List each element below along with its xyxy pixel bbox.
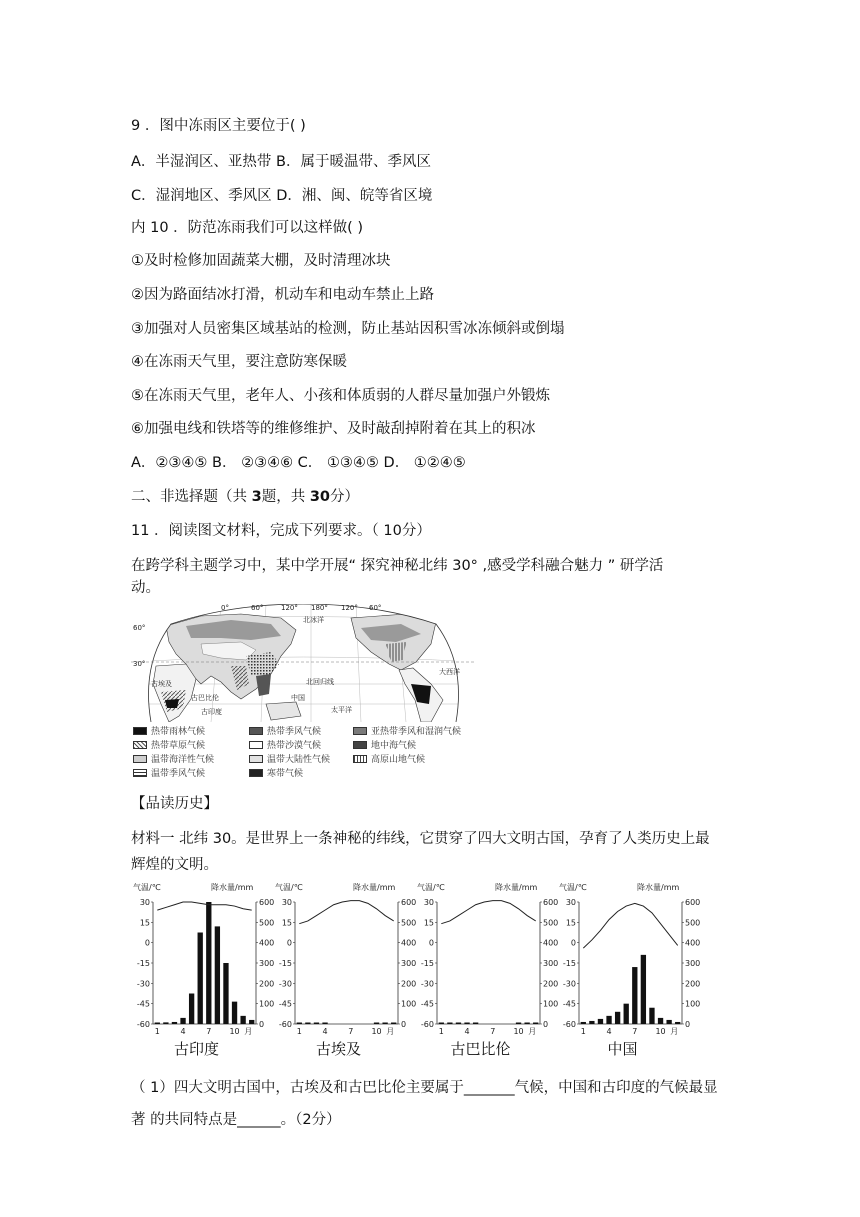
temperature-line (299, 901, 393, 924)
chart-x-unit: 月 (386, 1027, 395, 1036)
chart-ylabel-left: 气温/℃ (417, 883, 445, 892)
chart-tick-label-precip: 300 (401, 959, 417, 968)
chart-ylabel-right: 降水量/mm (353, 883, 396, 892)
legend-swatch (249, 741, 263, 749)
legend-swatch (249, 727, 263, 735)
q9-options-ab: A．半湿润区、亚热带 B．属于暖温带、季风区 (131, 154, 431, 170)
chart-tick-label-temp: -45 (278, 999, 292, 1009)
chart-tick-label-month: 4 (606, 1027, 612, 1036)
chart-tick-label-precip: 500 (543, 918, 559, 928)
chart-tick-label-temp: -30 (420, 979, 434, 989)
chart-tick-label-temp: -45 (562, 999, 576, 1009)
chart-tick-label-month: 10 (371, 1027, 382, 1036)
precip-bar (163, 1022, 168, 1024)
chart-x-unit: 月 (670, 1027, 679, 1036)
precip-bar (606, 1016, 611, 1024)
legend-swatch (133, 727, 147, 735)
legend-swatch (133, 755, 147, 763)
chart-tick-label-precip: 500 (685, 918, 701, 928)
section-2-heading (131, 487, 359, 507)
material-1-line-2: 辉煌的文明。 (131, 857, 218, 873)
chart-tick-label-precip: 200 (259, 979, 275, 989)
chart-tick-label-temp: -30 (136, 979, 150, 989)
legend-label: 热带沙漠气候 (267, 741, 322, 751)
precip-bar (641, 955, 646, 1024)
q10-item-5: ⑤在冻雨天气里，老年人、小孩和体质弱的人群尽量加强户外锻炼 (131, 388, 550, 404)
chart-tick-label-temp: 30 (281, 898, 292, 907)
chart-tick-label-precip: 300 (543, 959, 559, 968)
chart-tick-label-precip: 0 (401, 1020, 407, 1029)
section-2-pre: 二、非选择题（共 (131, 489, 252, 505)
chart-tick-label-month: 4 (322, 1027, 328, 1036)
chart-tick-label-month: 7 (632, 1027, 638, 1036)
precip-bar (206, 902, 211, 1024)
precip-bar (464, 1023, 469, 1025)
chart-tick-label-month: 7 (348, 1027, 354, 1036)
q10-item-4: ④在冻雨天气里，要注意防寒保暖 (131, 354, 347, 370)
map-place-label: 中国 (291, 694, 305, 702)
precip-bar (632, 967, 637, 1024)
map-place-label: 古巴比伦 (191, 694, 219, 702)
chart-tick-label-precip: 600 (259, 898, 275, 907)
q11-intro-line-1: 在跨学科主题学习中，某中学开展“ 探究神秘北纬 30° ,感受学科融合魅力 ” 研学活 (131, 558, 664, 574)
chart-ylabel-left: 气温/℃ (275, 883, 303, 892)
precip-bar (447, 1023, 452, 1025)
chart-tick-label-month: 10 (655, 1027, 666, 1036)
precip-bar (598, 1019, 603, 1024)
chart-tick-label-precip: 400 (543, 938, 559, 948)
chart-tick-label-precip: 0 (685, 1020, 691, 1029)
precip-bar (533, 1023, 538, 1025)
chart-tick-label-precip: 500 (259, 918, 275, 928)
chart-ylabel-right: 降水量/mm (495, 883, 538, 892)
precip-bar (232, 1002, 237, 1024)
map-lon-label: 60° (369, 604, 382, 612)
q11-stem: 11 ．阅读图文材料，完成下列要求。（ 10分） (131, 523, 431, 539)
precip-bar (615, 1012, 620, 1024)
legend-item (353, 752, 425, 765)
precip-bar (172, 1022, 177, 1024)
legend-label: 热带季风气候 (267, 727, 322, 737)
precip-bar (456, 1023, 461, 1025)
chart-tick-label-precip: 600 (401, 898, 417, 907)
precip-bar (473, 1023, 478, 1025)
chart-tick-label-precip: 100 (543, 999, 559, 1009)
chart-tick-label-precip: 600 (685, 898, 701, 907)
chart-tick-label-temp: -15 (136, 959, 150, 968)
chart-tick-label-temp: 30 (423, 898, 434, 907)
precip-bar (675, 1022, 680, 1024)
q10-item-1: ①及时检修加固蔬菜大棚，及时清理冰块 (131, 253, 391, 269)
legend-swatch (133, 769, 147, 777)
section-2-score: 30 (309, 489, 330, 505)
precip-bar (322, 1023, 327, 1025)
map-lon-label: 120° (341, 604, 358, 612)
chart-tick-label-precip: 400 (401, 938, 417, 948)
climate-charts (131, 882, 701, 1062)
map-place-label: 北冰洋 (303, 616, 324, 624)
chart-tick-label-temp: -15 (420, 959, 434, 968)
map-place-label: 古印度 (201, 708, 222, 716)
map-lon-label: 60° (251, 604, 264, 612)
chart-tick-label-temp: -15 (278, 959, 292, 968)
legend-label: 地中海气候 (371, 741, 417, 751)
legend-label: 寒带气候 (267, 769, 304, 779)
chart-tick-label-month: 1 (580, 1027, 586, 1036)
chart-ylabel-left: 气温/℃ (133, 883, 161, 892)
chart-title: 古巴比伦 (450, 1040, 511, 1058)
chart-tick-label-precip: 300 (259, 959, 275, 968)
chart-tick-label-temp: 15 (565, 918, 576, 928)
precip-bar (382, 1023, 387, 1025)
legend-label: 温带大陆性气候 (267, 755, 331, 765)
q9-stem: 9 ．图中冻雨区主要位于( ) (131, 118, 306, 134)
chart-tick-label-temp: 0 (144, 938, 150, 948)
section-2-mid: 题，共 (261, 489, 310, 505)
world-climate-map (131, 604, 476, 722)
legend-swatch (353, 741, 367, 749)
chart-title: 古印度 (173, 1040, 220, 1058)
section-2-count: 3 (251, 489, 262, 505)
chart-tick-label-precip: 0 (543, 1020, 549, 1029)
chart-tick-label-temp: 0 (570, 938, 576, 948)
map-place-label: 大西洋 (439, 668, 460, 676)
chart-title: 中国 (607, 1040, 638, 1058)
map-lon-label: 0° (221, 604, 229, 612)
section-heading-history: 【品读历史】 (131, 796, 218, 812)
precip-bar (305, 1023, 310, 1025)
precip-bar (374, 1023, 379, 1025)
chart-x-unit: 月 (528, 1027, 537, 1036)
legend-swatch (249, 769, 263, 777)
chart-tick-label-precip: 300 (685, 959, 701, 968)
precip-bar (649, 1008, 654, 1024)
precip-bar (589, 1021, 594, 1024)
chart-tick-label-temp: 15 (281, 918, 292, 928)
precip-bar (180, 1018, 185, 1024)
map-place-label: 北回归线 (306, 678, 334, 686)
chart-tick-label-precip: 0 (259, 1020, 265, 1029)
legend-swatch (133, 741, 147, 749)
precip-bar (581, 1022, 586, 1024)
chart-ylabel-right: 降水量/mm (637, 883, 680, 892)
chart-tick-label-temp: -60 (420, 1020, 434, 1029)
chart-tick-label-temp: -60 (136, 1020, 150, 1029)
chart-tick-label-precip: 200 (685, 979, 701, 989)
chart-tick-label-temp: -60 (278, 1020, 292, 1029)
chart-tick-label-temp: 15 (139, 918, 150, 928)
legend-label: 热带雨林气候 (151, 727, 206, 737)
temperature-line (441, 901, 535, 924)
sub-question-1-line-1: （ 1）四大文明古国中，古埃及和古巴比伦主要属于_______气候，中国和古印度的气候最显 (131, 1080, 718, 1096)
precip-bar (439, 1023, 444, 1025)
chart-tick-label-precip: 400 (685, 938, 701, 948)
chart-tick-label-precip: 100 (685, 999, 701, 1009)
chart-tick-label-temp: 30 (139, 898, 150, 907)
chart-tick-label-temp: -15 (562, 959, 576, 968)
precip-bar (666, 1020, 671, 1024)
chart-ylabel-left: 气温/℃ (559, 883, 587, 892)
legend-item (133, 738, 205, 751)
legend-item (249, 738, 321, 751)
chart-tick-label-month: 1 (296, 1027, 302, 1036)
chart-tick-label-precip: 200 (401, 979, 417, 989)
chart-tick-label-temp: -45 (136, 999, 150, 1009)
precip-bar (249, 1020, 254, 1024)
legend-item (353, 724, 461, 737)
chart-tick-label-precip: 500 (401, 918, 417, 928)
precip-bar (516, 1023, 521, 1025)
chart-title: 古埃及 (315, 1040, 362, 1058)
chart-tick-label-month: 4 (464, 1027, 470, 1036)
chart-x-unit: 月 (244, 1027, 253, 1036)
chart-tick-label-temp: -45 (420, 999, 434, 1009)
section-2-post: 分） (330, 489, 359, 505)
q10-item-3: ③加强对人员密集区域基站的检测，防止基站因积雪冰冻倾斜或倒塌 (131, 321, 565, 337)
chart-tick-label-precip: 600 (543, 898, 559, 907)
chart-tick-label-month: 10 (229, 1027, 240, 1036)
chart-tick-label-month: 1 (154, 1027, 160, 1036)
q11-intro-line-2: 动。 (131, 580, 160, 596)
legend-label: 热带草原气候 (151, 741, 206, 751)
precip-bar (297, 1023, 302, 1025)
legend-swatch (353, 755, 367, 763)
legend-swatch (249, 755, 263, 763)
legend-swatch (353, 727, 367, 735)
precip-bar (624, 1004, 629, 1024)
q10-item-6: ⑥加强电线和铁塔等的维修维护、及时敲刮掉附着在其上的积冰 (131, 421, 536, 437)
chart-tick-label-month: 4 (180, 1027, 186, 1036)
chart-tick-label-temp: -30 (278, 979, 292, 989)
precip-bar (391, 1023, 396, 1025)
precip-bar (240, 1016, 245, 1024)
map-place-label: 古埃及 (151, 680, 172, 688)
chart-tick-label-temp: -30 (562, 979, 576, 989)
map-lat-label: 60° (133, 624, 146, 632)
legend-item (133, 752, 214, 765)
map-legend (131, 724, 476, 780)
chart-tick-label-month: 1 (438, 1027, 444, 1036)
chart-tick-label-month: 7 (206, 1027, 212, 1036)
q9-options-cd: C．湿润地区、季风区 D．湘、闽、皖等省区境 (131, 188, 433, 204)
precip-bar (314, 1023, 319, 1025)
legend-label: 高原山地气候 (371, 755, 426, 765)
precip-bar (658, 1018, 663, 1024)
precip-bar (155, 1023, 160, 1025)
precip-bar (215, 926, 220, 1024)
legend-item (133, 766, 205, 779)
chart-tick-label-temp: -60 (562, 1020, 576, 1029)
sub-question-1-line-2: 著 的共同特点是______。（2分） (131, 1112, 341, 1128)
temperature-line (157, 902, 251, 910)
q10-item-2: ②因为路面结冰打滑，机动车和电动车禁止上路 (131, 287, 434, 303)
chart-tick-label-temp: 30 (565, 898, 576, 907)
temperature-line (583, 903, 677, 948)
precip-bar (189, 994, 194, 1025)
map-lon-label: 120° (281, 604, 298, 612)
chart-ylabel-right: 降水量/mm (211, 883, 254, 892)
map-lon-label: 180° (311, 604, 328, 612)
map-place-label: 太平洋 (331, 706, 352, 714)
chart-tick-label-month: 10 (513, 1027, 524, 1036)
legend-item (249, 752, 330, 765)
q10-options: A．②③④⑤ B． ②③④⑥ C． ①③④⑤ D． ①②④⑤ (131, 455, 466, 471)
precip-bar (223, 963, 228, 1024)
legend-item (133, 724, 205, 737)
chart-tick-label-temp: 0 (428, 938, 434, 948)
legend-label: 温带海洋性气候 (151, 755, 215, 765)
precip-bar (524, 1023, 529, 1025)
map-lat-label: 30° (133, 660, 146, 668)
chart-tick-label-precip: 200 (543, 979, 559, 989)
chart-tick-label-precip: 100 (259, 999, 275, 1009)
chart-tick-label-precip: 100 (401, 999, 417, 1009)
legend-item (249, 766, 303, 779)
legend-label: 亚热带季风和湿润气候 (371, 727, 462, 737)
legend-item (249, 724, 321, 737)
chart-tick-label-temp: 0 (286, 938, 292, 948)
chart-tick-label-month: 7 (490, 1027, 496, 1036)
material-1-line-1: 材料一 北纬 30。是世界上一条神秘的纬线，它贯穿了四大文明古国，孕育了人类历史上最 (131, 831, 710, 847)
q10-stem: 内 10 ．防范冻雨我们可以这样做( ) (131, 220, 364, 236)
precip-bar (198, 933, 203, 1025)
legend-label: 温带季风气候 (151, 769, 206, 779)
legend-item (353, 738, 416, 751)
chart-tick-label-temp: 15 (423, 918, 434, 928)
chart-tick-label-precip: 400 (259, 938, 275, 948)
